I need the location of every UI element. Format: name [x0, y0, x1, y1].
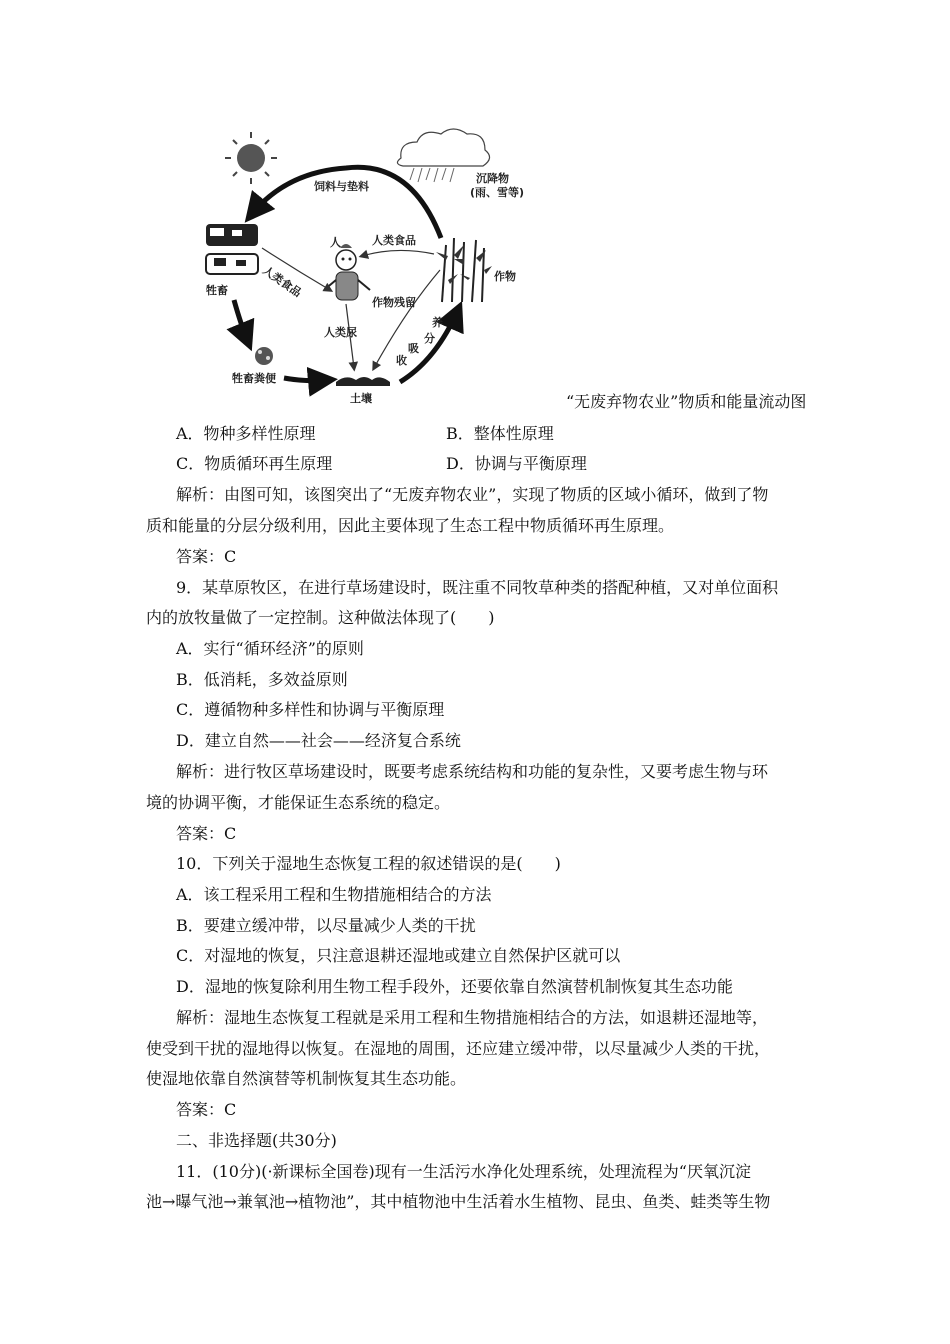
- q10-option-a: A．该工程采用工程和生物措施相结合的方法: [176, 885, 492, 904]
- figure-caption: “无废弃物农业”物质和能量流动图: [566, 392, 807, 411]
- soil-icon: [336, 377, 390, 386]
- q10-stem: 10．下列关于湿地生态恢复工程的叙述错误的是( ): [176, 854, 561, 873]
- q9-option-a: A．实行“循环经济”的原则: [176, 639, 364, 658]
- q10-analysis-line-2: 使受到干扰的湿地得以恢复。在湿地的周围，还应建立缓冲带，以尽量减少人类的干扰，: [146, 1039, 771, 1058]
- crop-residue-label: 作物残留: [372, 296, 416, 309]
- manure-to-soil-arrow: [284, 378, 328, 381]
- q8-option-b: B．整体性原理: [446, 424, 554, 443]
- flow-diagram: [196, 120, 546, 410]
- livestock-icon: [206, 224, 258, 274]
- crops-icon: [436, 238, 492, 302]
- q9-analysis-line-2: 境的协调平衡，才能保证生态系统的稳定。: [146, 793, 451, 812]
- human-food-right-arrow: [362, 250, 434, 256]
- section-heading: 二、非选择题(共30分): [176, 1131, 337, 1150]
- nutrient-char-1: 养: [432, 316, 443, 329]
- q10-option-b: B．要建立缓冲带，以尽量减少人类的干扰: [176, 916, 476, 935]
- q9-option-c: C．遵循物种多样性和协调与平衡原理: [176, 700, 445, 719]
- urine-label: 人类尿: [324, 326, 357, 339]
- q9-analysis-line-1: 解析：进行牧区草场建设时，既要考虑系统结构和功能的复杂性，又要考虑生物与环: [176, 762, 769, 781]
- q10-analysis-line-1: 解析：湿地生态恢复工程就是采用工程和生物措施相结合的方法，如退耕还湿地等，: [176, 1008, 769, 1027]
- q10-option-d: D．湿地的恢复除利用生物工程手段外，还要依靠自然演替机制恢复其生态功能: [176, 977, 733, 996]
- precip-label: 沉降物: [476, 172, 509, 185]
- q9-stem-line-1: 9．某草原牧区，在进行草场建设时，既注重不同牧草种类的搭配种植，又对单位面积: [176, 578, 779, 597]
- human-food-right-label: 人类食品: [372, 234, 416, 247]
- q8-analysis-line-1: 解析：由图可知，该图突出了“无废弃物农业”，实现了物质的区域小循环，做到了物: [176, 485, 769, 504]
- feed-label: 饲料与垫料: [314, 180, 369, 193]
- sun-icon: [225, 132, 277, 184]
- q8-option-d: D．协调与平衡原理: [446, 454, 587, 473]
- feed-arrow: [251, 167, 441, 238]
- nutrient-char-3: 吸: [408, 342, 419, 355]
- nutrient-char-4: 收: [396, 354, 407, 367]
- manure-label: 牲畜粪便: [232, 372, 276, 385]
- q10-option-c: C．对湿地的恢复，只注意退耕还湿地或建立自然保护区就可以: [176, 946, 621, 965]
- soil-label: 土壤: [350, 392, 372, 405]
- crops-label: 作物: [494, 270, 516, 283]
- livestock-label: 牲畜: [206, 284, 228, 297]
- person-label: 人: [330, 236, 341, 249]
- precip-sub-label: (雨、雪等): [470, 186, 525, 199]
- q8-answer: 答案：C: [176, 547, 237, 566]
- livestock-to-manure-arrow: [234, 300, 248, 342]
- q10-analysis-line-3: 使湿地依靠自然演替等机制恢复其生态功能。: [146, 1069, 467, 1088]
- manure-icon: [255, 347, 273, 365]
- q11-stem-line-2: 池→曝气池→兼氧池→植物池”，其中植物池中生活着水生植物、昆虫、鱼类、蛙类等生物: [146, 1192, 771, 1211]
- q8-option-c: C．物质循环再生原理: [176, 454, 333, 473]
- person-icon: [324, 244, 370, 300]
- q8-analysis-line-2: 质和能量的分层分级利用，因此主要体现了生态工程中物质循环再生原理。: [146, 516, 675, 535]
- q9-option-b: B．低消耗，多效益原则: [176, 670, 348, 689]
- q9-option-d: D．建立自然——社会——经济复合系统: [176, 731, 461, 750]
- q9-stem-line-2: 内的放牧量做了一定控制。这种做法体现了( ): [146, 608, 495, 627]
- nutrient-char-2: 分: [424, 332, 435, 345]
- q11-stem-line-1: 11．(10分)(·新课标全国卷)现有一生活污水净化处理系统，处理流程为“厌氧沉淀: [176, 1162, 751, 1181]
- q9-answer: 答案：C: [176, 824, 237, 843]
- q8-option-a: A．物种多样性原理: [176, 424, 316, 443]
- q10-answer: 答案：C: [176, 1100, 237, 1119]
- human-food-left-label: 人类食品: [260, 263, 304, 300]
